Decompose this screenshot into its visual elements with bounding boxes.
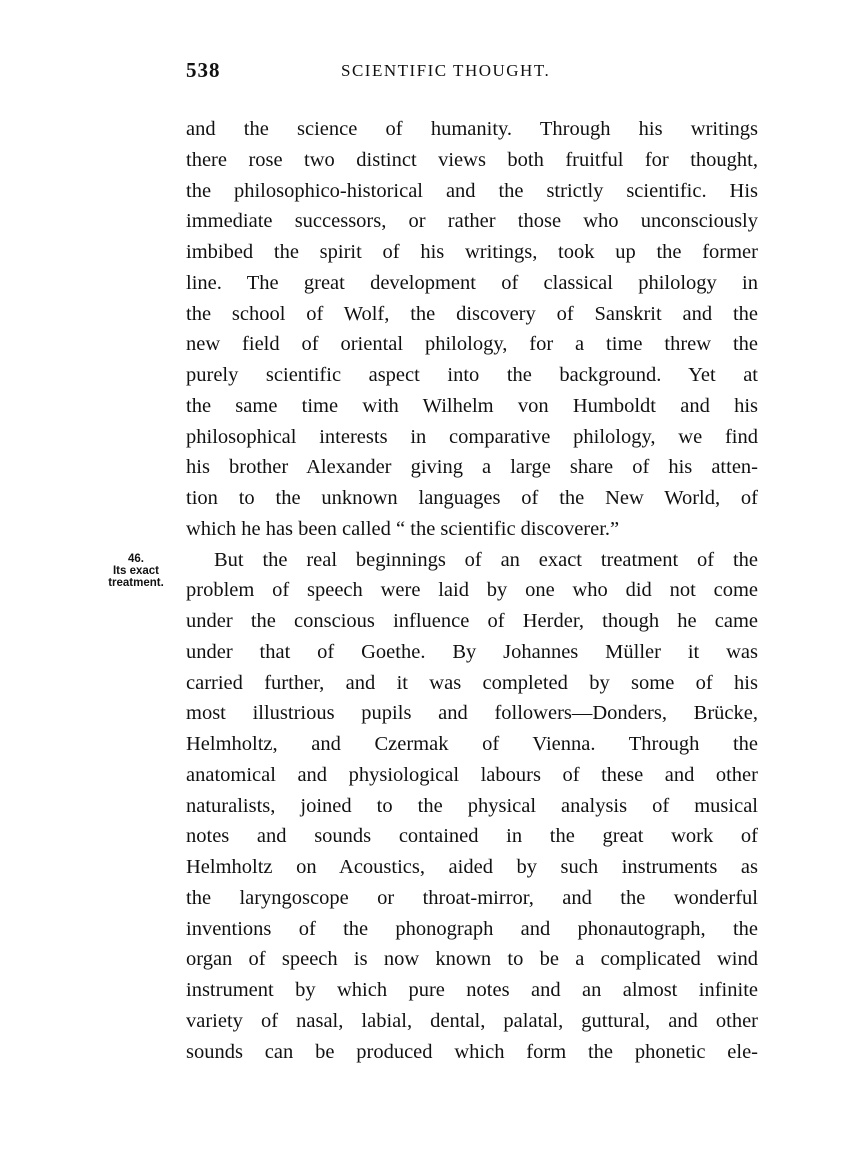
text-line: tion to the unknown languages of the New World, of [186,487,758,509]
text-line: line. The great development of classical philology in [186,271,758,294]
running-head [186,58,758,92]
text-line: Helmholtz, and Czermak of Vienna. Through the [186,733,758,755]
text-line: his brother Alexander giving a large share of his atten- [186,456,758,479]
text-line: the laryngoscope or throat-mirror, and the wonderful [186,886,758,909]
text-line: most illustrious pupils and followers—Donders, Brücke, [186,702,758,725]
text-line: sounds can be produced which form the phonetic ele- [186,1040,758,1063]
text-line: which he has been called “ the scientific discoverer.” [186,517,620,540]
body-text [186,114,758,1067]
margin-note-line-2: treatment. [108,577,164,589]
text-line: organ of speech is now known to be a complicated wind [186,948,758,971]
text-line: imbibed the spirit of his writings, took up the former [186,241,758,263]
page-number: 538 [186,58,221,82]
text-line: under that of Goethe. By Johannes Müller it was [186,640,758,663]
text-line: But the real beginnings of an exact treatment of the [214,548,758,571]
margin-note [96,553,176,589]
text-line: the philosophico-historical and the strictly scientific. His [186,179,758,202]
text-line: Helmholtz on Acoustics, aided by such instruments as [186,856,758,878]
text-line: purely scientific aspect into the background. Yet at [186,364,758,386]
text-line: immediate successors, or rather those who unconsciously [186,210,758,233]
text-line: inventions of the phonograph and phonautograph, the [186,917,758,940]
margin-note-number: 46. [128,553,144,565]
text-line: carried further, and it was completed by some of his [186,671,758,694]
text-line: anatomical and physiological labours of these and other [186,763,758,786]
text-line: problem of speech were laid by one who did not come [186,579,758,602]
text-line: the school of Wolf, the discovery of Sanskrit and the [186,302,758,325]
text-line: philosophical interests in comparative philology, we find [186,425,758,448]
text-line: the same time with Wilhelm von Humboldt and his [186,394,758,417]
text-line: naturalists, joined to the physical analysis of musical [186,794,758,817]
margin-note-line-1: Its exact [112,565,160,577]
running-title: SCIENTIFIC THOUGHT. [341,61,551,80]
text-line: notes and sounds contained in the great work of [186,825,758,848]
text-line: variety of nasal, labial, dental, palatal, guttural, and other [186,1009,758,1032]
text-line: under the conscious influence of Herder, though he came [186,610,758,632]
text-line: there rose two distinct views both fruitful for thought, [186,148,758,171]
text-line: and the science of humanity. Through his writings [186,118,758,140]
text-line: new field of oriental philology, for a time threw the [186,333,758,356]
text-line: instrument by which pure notes and an almost infinite [186,979,758,1001]
